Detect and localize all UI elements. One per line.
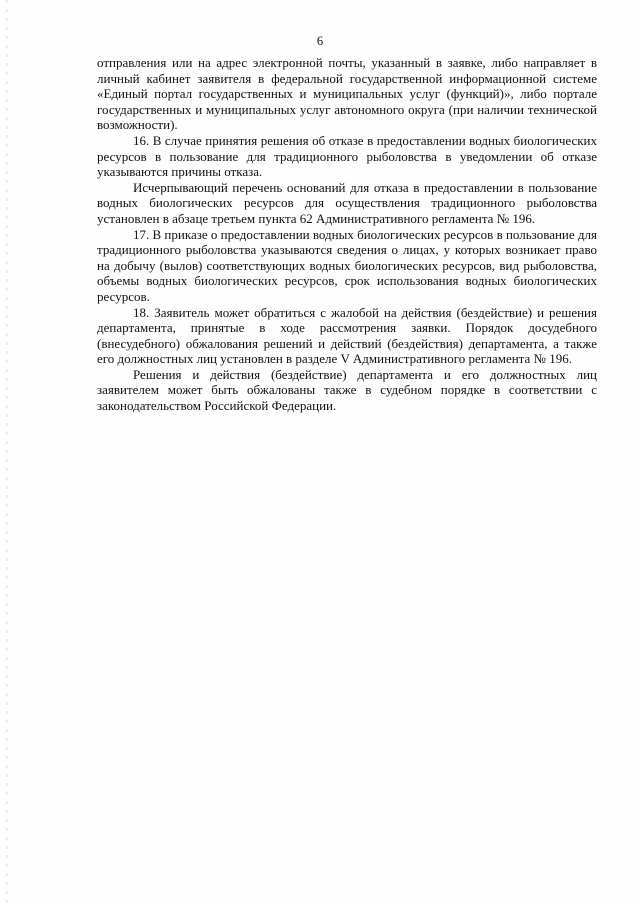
scan-edge-marks (6, 0, 8, 905)
paragraph-court-appeal: Решения и действия (бездействие) департамента и его должностных лиц заявителем может быть обжалованы также в судебном порядке в соответствии с законодательством Российской Федерации. (97, 366, 597, 414)
paragraph-refusal-grounds: Исчерпывающий перечень оснований для отказа в предоставлении в пользование водных биологических ресурсов для осуществления традиционного рыболовства установлен в абзаце третьем пункта 62 Административного регламента № 196. (97, 179, 597, 226)
paragraph-continuation: отправления или на адрес электронной почты, указанный в заявке, либо направляет в личный кабинет заявителя в федеральной государственной информационной системе «Единый портал государственных и муниципальных услуг (функций)», либо портале государственных и муниципальных услуг автономного округа (при наличии технической возможности). (97, 55, 597, 133)
paragraph-item-18: 18. Заявитель может обратиться с жалобой на действия (бездействие) и решения департамента, принятые в ходе рассмотрения заявки. Порядок досудебного (внесудебного) обжалования решений и действий (бездействия) департамента, а также его должностных лиц установлен в разделе V Административного регламента № 196. (97, 304, 597, 367)
paragraph-item-16: 16. В случае принятия решения об отказе в предоставлении водных биологических ресурсов в пользование для традиционного рыболовства в уведомлении об отказе указываются причины отказа. (97, 132, 597, 180)
page-number: 6 (316, 34, 324, 48)
document-body (97, 55, 597, 414)
paragraph-item-17: 17. В приказе о предоставлении водных биологических ресурсов в пользование для традиционного рыболовства указываются сведения о лицах, у которых возникает право на добычу (вылов) соответствующих водных биологических ресурсов, вид рыболовства, объемы водных биологических ресурсов, срок использования водных биологических ресурсов. (97, 226, 597, 304)
